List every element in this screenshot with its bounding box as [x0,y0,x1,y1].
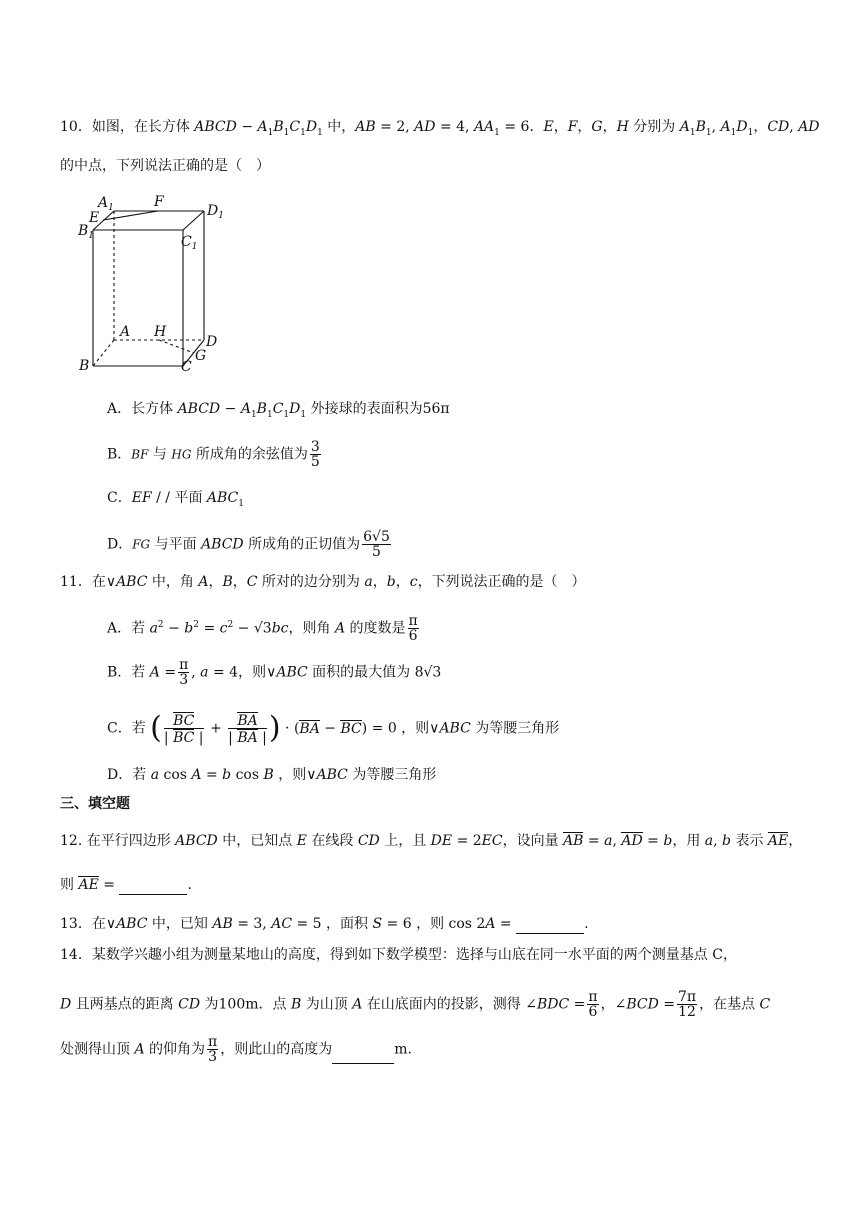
label-c: C [181,359,192,375]
q14-line3: 处测得山顶 A 的仰角为 $\frac{\pi}{3}$ ，则此山的高度为 m. [60,1034,412,1065]
q13-line: 13．在∨ABC 中，已知 AB = 3, AC = 5 ，面积 S = 6 ，则 cos 2A = . [60,916,589,932]
q10-option-d[interactable]: D．FG 与平面 ABCD 所成角的正切值为 $\frac{6√5}{5}$ [107,529,390,560]
q10-stem-line2: 的中点，下列说法正确的是（ ） [60,158,270,174]
q10-stem-line1: 10．如图，在长方体 ABCD − $A_1B_1C_1D_1$ 中，AB = 2, AD = 4, $AA_1 = 6$．E，F，G，H 分别为 $A_1B_1$, $A_1D_1$，CD, AD [60,119,820,138]
q12-line2: 则 AE = . [60,877,192,893]
q10-option-a[interactable]: A．长方体 ABCD − $A_1B_1C_1D_1$ 外接球的表面积为56π [107,401,450,420]
label-a1: $A_1$ [98,195,114,213]
label-e: E [89,210,100,226]
q12-answer-blank[interactable] [119,878,187,895]
q11-option-d[interactable]: D．若 a cos A = b cos B ，则∨ABC 为等腰三角形 [107,767,437,783]
q13-answer-blank[interactable] [516,917,584,934]
label-d: D [206,334,218,350]
label-f: F [154,194,164,210]
label-b1: $B_1$ [78,223,95,241]
q14-line2: D 且两基点的距离 CD 为100m．点 B 为山顶 A 在山底面内的投影，测得 ∠BDC = $\frac{\pi}{6}$ ，∠BCD = $\frac{7\pi}{12}$ ，在基点 C [60,989,771,1020]
q10-option-b[interactable]: B．BF 与 HG 所成角的余弦值为 $\frac{3}{5}$ [107,439,320,470]
q10-option-c[interactable]: C．EF / / 平面 $ABC_1$ [107,490,244,509]
q11-option-b[interactable]: B．若 A = $\frac{\pi}{3}$ , a = 4，则∨ABC 面积的最大值为 8√3 [107,657,442,688]
label-c1: $C_1$ [181,234,198,252]
q11-option-a[interactable]: A．若 $a^2 - b^2 = c^2 - √3bc$，则角 A 的度数是 $\frac{\pi}{6}$ [107,613,418,644]
q11-option-c[interactable]: C．若 ( $\frac{BC}{| BC |}$ + $\frac{BA}{| BA |}$ ) · (BA − BC) = 0 ，则∨ABC 为等腰三角形 [107,710,560,746]
label-g: G [195,348,207,364]
q14-line1: 14．某数学兴趣小组为测量某地山的高度，得到如下数学模型：选择与山底在同一水平面的两个测量基点 C， [60,947,737,963]
label-a: A [120,324,131,340]
q12-line1: 12. 在平行四边形 ABCD 中，已知点 E 在线段 CD 上，且 DE = 2EC，设向量 AB = a, AD = b，用 a, b 表示 AE， [60,833,803,849]
q11-stem: 11．在∨ABC 中，角 A，B，C 所对的边分别为 a，b，c，下列说法正确的是（ ） [60,574,586,590]
section-title: 三、填空题 [60,796,130,812]
label-h: H [154,324,167,340]
cuboid-figure [76,190,236,380]
label-d1: $D_1$ [207,203,224,221]
label-b: B [79,358,90,374]
q14-answer-blank[interactable] [332,1047,394,1064]
